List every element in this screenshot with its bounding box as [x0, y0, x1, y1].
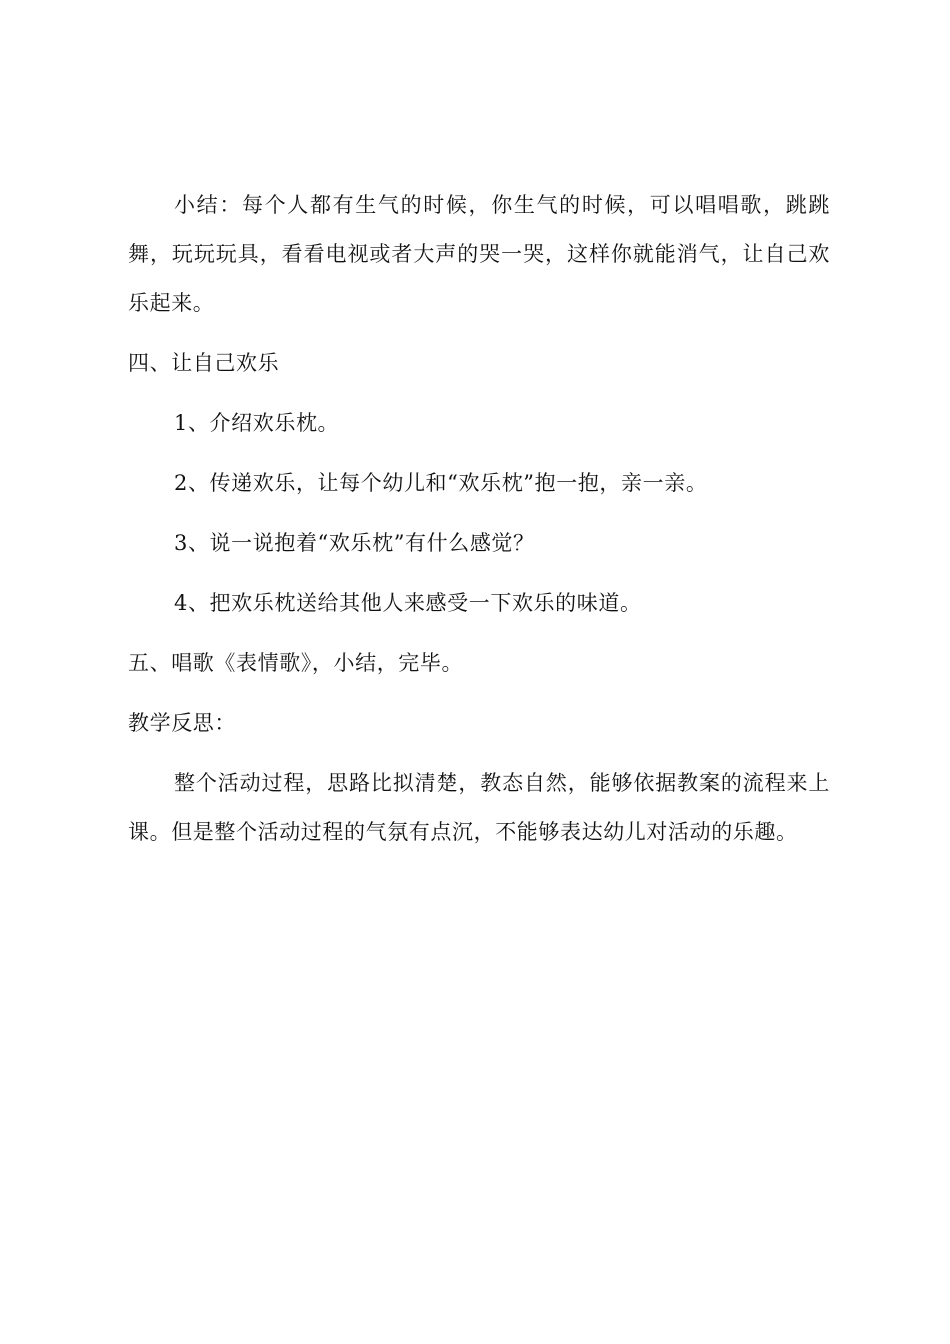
reflection-heading: 教学反思： [128, 711, 236, 735]
list-item-2: 2、传递欢乐，让每个幼儿和“欢乐枕”抱一抱，亲一亲。 [174, 471, 708, 495]
summary-paragraph: 小结：每个人都有生气的时候，你生气的时候，可以唱唱歌，跳跳舞，玩玩玩具，看看电视或者大声的哭一哭，这样你就能消气，让自己欢乐起来。 [128, 193, 830, 315]
list-item-3: 3、说一说抱着“欢乐枕”有什么感觉？ [174, 531, 535, 555]
list-item-1: 1、介绍欢乐枕。 [174, 411, 340, 435]
section-heading-4: 四、让自己欢乐 [128, 351, 280, 375]
list-item-4: 4、把欢乐枕送给其他人来感受一下欢乐的味道。 [174, 591, 642, 615]
reflection-paragraph: 整个活动过程，思路比拟清楚，教态自然，能够依据教案的流程来上课。但是整个活动过程的气氛有点沉，不能够表达幼儿对活动的乐趣。 [128, 771, 830, 844]
document-body [128, 181, 830, 868]
section-heading-5: 五、唱歌《表情歌》，小结，完毕。 [128, 651, 464, 675]
